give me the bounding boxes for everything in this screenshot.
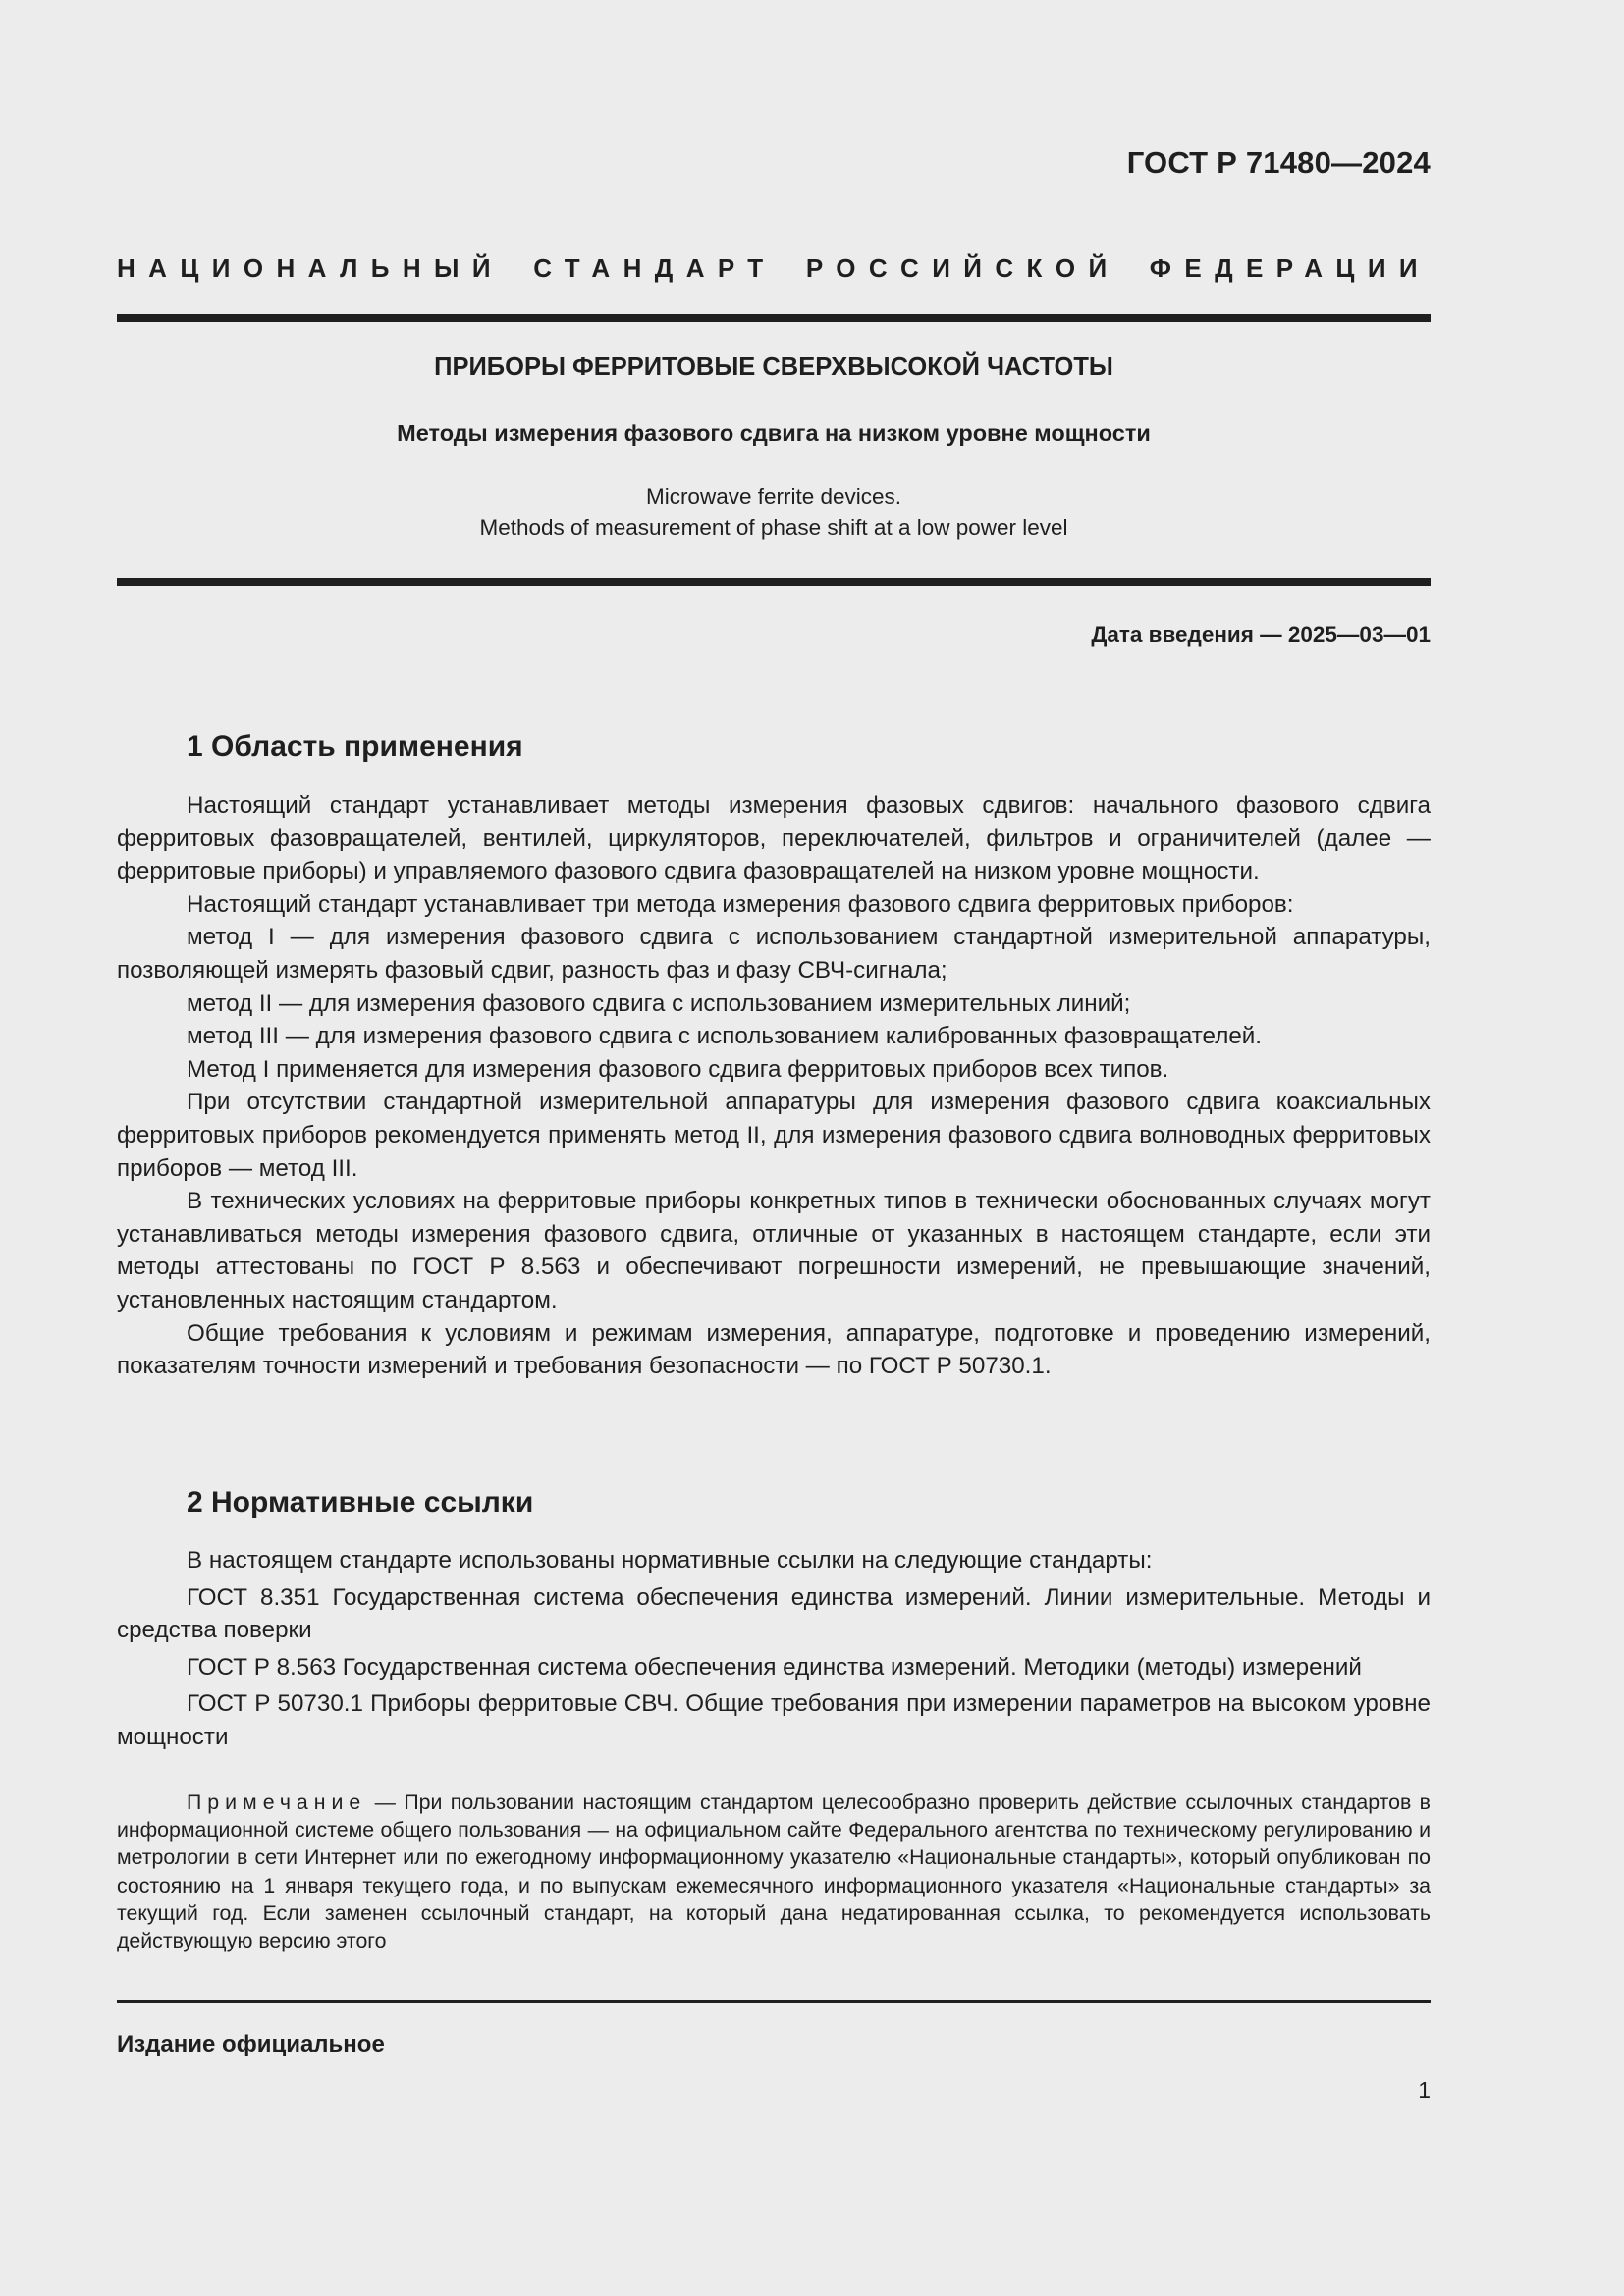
note-block <box>117 1789 1431 1954</box>
paragraph: метод II — для измерения фазового сдвига с использованием измерительных линий; <box>187 989 1131 1017</box>
national-standard-heading: НАЦИОНАЛЬНЫЙ СТАНДАРТ РОССИЙСКОЙ ФЕДЕРАЦИИ <box>117 253 1431 283</box>
reference-item: ГОСТ Р 50730.1 Приборы ферритовые СВЧ. Общие требования при измерении параметров на высоком уровне мощности <box>117 1690 1431 1750</box>
page-number: 1 <box>1418 2077 1431 2103</box>
footer-rule <box>117 2000 1431 2003</box>
section-2-heading: 2 Нормативные ссылки <box>187 1486 534 1519</box>
section-2-body <box>117 1544 1431 1754</box>
english-title-line-2: Methods of measurement of phase shift at a low power level <box>479 515 1068 540</box>
paragraph: метод I — для измерения фазового сдвига с использованием стандартной измерительной аппаратуры, позволяющей измерять фазовый сдвиг, разность фаз и фазу СВЧ-сигнала; <box>117 924 1431 984</box>
note-text: — При пользовании настоящим стандартом целесообразно проверить действие ссылочных стандартов в информационной системе общего пользования — на официальном сайте Федерального агентства по техническому регулированию и метрологии в сети Интернет или по ежегодному информационному указателю «Национальные стандарты», который опубликован по состоянию на 1 января текущего года, и по выпускам ежемесячного информационного указателя «Национальные стандарты» за текущий год. Если заменен ссылочный стандарт, на который дана недатированная ссылка, то рекомендуется использовать действующую версию этого <box>117 1790 1431 1953</box>
paragraph: Настоящий стандарт устанавливает три метода измерения фазового сдвига ферритовых приборов: <box>187 890 1294 918</box>
note-paragraph <box>117 1789 1431 1954</box>
english-title-line-1: Microwave ferrite devices. <box>645 484 902 508</box>
document-subtitle: Методы измерения фазового сдвига на низком уровне мощности <box>397 420 1151 446</box>
note-label: Примечание <box>187 1790 367 1814</box>
reference-item: ГОСТ 8.351 Государственная система обеспечения единства измерений. Линии измерительные. Методы и средства поверки <box>117 1583 1431 1644</box>
paragraph: При отсутствии стандартной измерительной аппаратуры для измерения фазового сдвига коаксиальных ферритовых приборов рекомендуется применять метод II, для измерения фазового сдвига волноводных ферритовых приборов — метод III. <box>117 1089 1431 1182</box>
section-1-heading: 1 Область применения <box>187 730 523 763</box>
header-rule-top <box>117 314 1431 322</box>
paragraph: В настоящем стандарте использованы нормативные ссылки на следующие стандарты: <box>187 1547 1153 1574</box>
header-rule-bottom <box>117 578 1431 586</box>
english-title <box>117 481 1431 544</box>
gost-code: ГОСТ Р 71480—2024 <box>1126 145 1431 180</box>
official-edition-label: Издание официальное <box>117 2031 385 2057</box>
document-title: ПРИБОРЫ ФЕРРИТОВЫЕ СВЕРХВЫСОКОЙ ЧАСТОТЫ <box>434 353 1113 381</box>
paragraph: метод III — для измерения фазового сдвига с использованием калиброванных фазовращателей. <box>187 1023 1263 1050</box>
introduction-date: Дата введения — 2025—03—01 <box>1091 622 1431 647</box>
paragraph: В технических условиях на ферритовые приборы конкретных типов в технически обоснованных случаях могут устанавливаться методы измерения фазового сдвига, отличные от указанных в настоящем стандарте, если эти методы аттестованы по ГОСТ Р 8.563 и обеспечивают погрешности измерений, не превышающие значений, установленных настоящим стандартом. <box>117 1188 1431 1313</box>
paragraph: Общие требования к условиям и режимам измерения, аппаратуре, подготовке и проведению измерений, показателям точности измерений и требования безопасности — по ГОСТ Р 50730.1. <box>117 1319 1431 1380</box>
paragraph: Метод I применяется для измерения фазового сдвига ферритовых приборов всех типов. <box>187 1055 1169 1083</box>
reference-item: ГОСТ Р 8.563 Государственная система обеспечения единства измерений. Методики (методы) измерений <box>187 1653 1362 1681</box>
paragraph: Настоящий стандарт устанавливает методы измерения фазовых сдвигов: начального фазового сдвига ферритовых фазовращателей, вентилей, циркуляторов, переключателей, фильтров и ограничителей (далее — ферритовые приборы) и управляемого фазового сдвига фазовращателей на низком уровне мощности. <box>117 792 1431 885</box>
section-1-body <box>117 789 1431 1383</box>
